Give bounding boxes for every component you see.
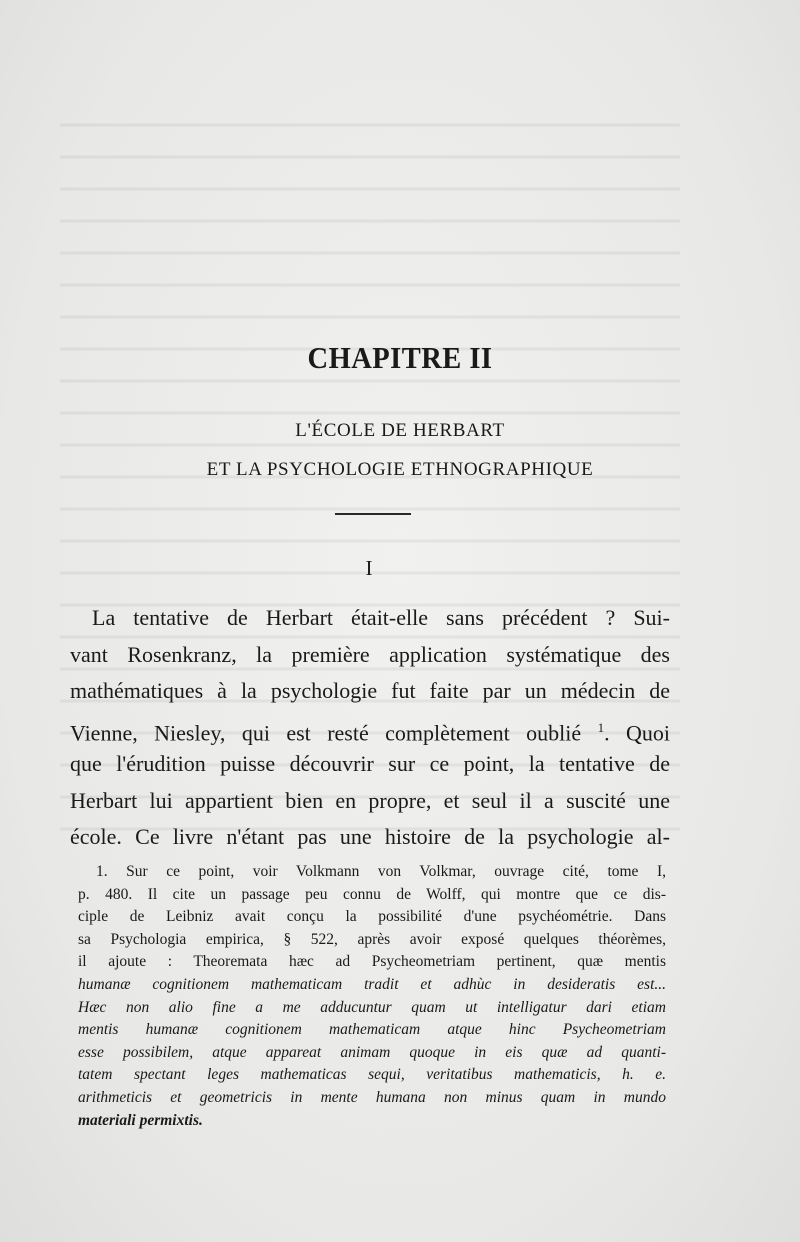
chapter-title: CHAPITRE II	[307, 340, 493, 375]
footnote	[78, 861, 666, 1132]
footnote-line: 1. Sur ce point, voir Volkmann von Volkmar, ouvrage cité, tome I,	[96, 863, 666, 880]
footnote-line: arithmeticis et geometricis in mente humana non minus quam in mundo	[78, 1088, 666, 1106]
footnote-line: sa Psychologia empirica, § 522, après avoir exposé quelques théorèmes,	[78, 930, 666, 948]
chapter-subtitle-line2: ET LA PSYCHOLOGIE ETHNOGRAPHIQUE	[206, 459, 594, 480]
section-number: I	[365, 556, 373, 580]
footnote-line: esse possibilem, atque appareat animam quoque in eis quæ ad quanti-	[78, 1043, 666, 1061]
body-line: La tentative de Herbart était-elle sans précédent ? Sui-	[92, 605, 670, 630]
body-line: école. Ce livre n'étant pas une histoire de la psychologie al-	[70, 824, 670, 849]
body-line: que l'érudition puisse découvrir sur ce point, la tentative de	[70, 751, 670, 776]
body-line-with-note	[70, 710, 670, 747]
footnote-line: Hæc non alio fine a me adducuntur quam ut intelligatur dari etiam	[78, 998, 666, 1016]
section-divider	[335, 513, 411, 515]
footnote-line: ciple de Leibniz avait conçu la possibilité d'une psychéométrie. Dans	[78, 908, 666, 926]
footnote-line: tatem spectant leges mathematicas sequi, veritatibus mathematicis, h. e.	[78, 1066, 666, 1084]
footnote-reference[interactable]: 1	[597, 719, 605, 735]
footnote-line: materiali permixtis.	[78, 1111, 203, 1129]
body-line: vant Rosenkranz, la première application systématique des	[70, 641, 670, 667]
footnote-line: p. 480. Il cite un passage peu connu de Wolff, qui montre que ce dis-	[78, 885, 666, 903]
chapter-subtitle-line1: L'ÉCOLE DE HERBART	[295, 420, 505, 441]
footnote-line: mentis humanæ cognitionem mathematicam atque hinc Psycheometriam	[78, 1021, 666, 1039]
footnote-line: humanæ cognitionem mathematicam tradit et adhùc in desideratis est...	[78, 975, 666, 993]
body-line: Vienne, Niesley, qui est resté complètement oublié	[70, 719, 582, 745]
body-paragraph	[70, 600, 670, 856]
body-line-tail: . Quoi	[604, 719, 671, 745]
body-line: mathématiques à la psychologie fut faite par un médecin de	[70, 678, 670, 703]
footnote-line: il ajoute : Theoremata hæc ad Psycheometriam pertinent, quæ mentis	[78, 953, 666, 971]
body-line: Herbart lui appartient bien en propre, et seul il a suscité une	[70, 787, 670, 813]
